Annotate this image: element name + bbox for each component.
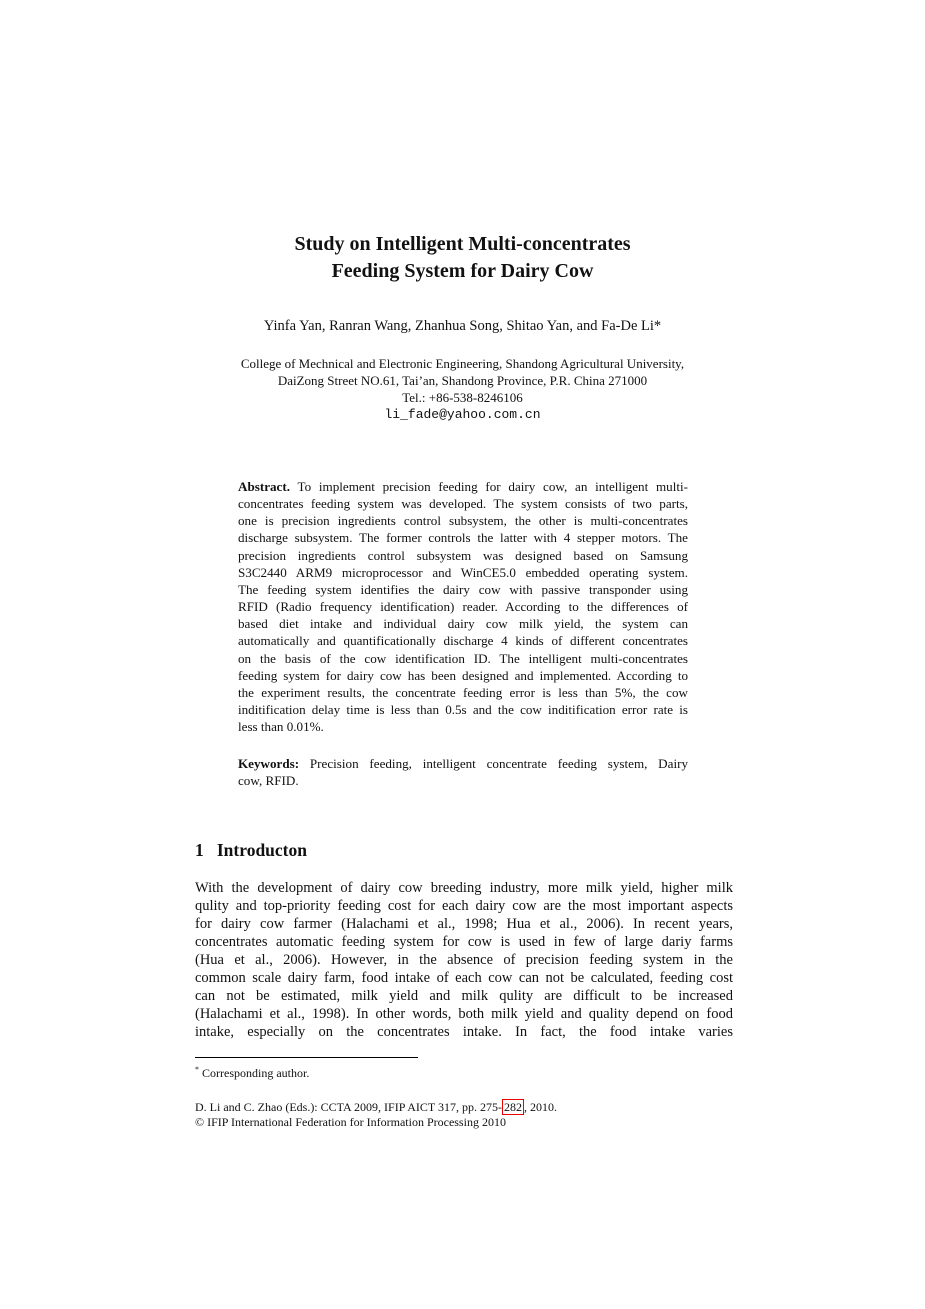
intro-line: for dairy cow farmer (Halachami et al., 1998; Hua et al., 2006). In recent years, bbox=[195, 916, 733, 932]
intro-line: intake, especially on the concentrates intake. In fact, the food intake varies bbox=[195, 1024, 733, 1040]
abstract-line: less than 0.01%. bbox=[238, 719, 324, 735]
intro-line: With the development of dairy cow breeding industry, more milk yield, higher milk bbox=[195, 880, 733, 896]
abstract-line: one is precision ingredients control subsystem, the other is multi-concentrates bbox=[238, 513, 688, 529]
intro-line: (Halachami et al., 1998). In other words, both milk yield and quality depend on food bbox=[195, 1006, 733, 1022]
keywords-text: Precision feeding, intelligent concentrate feeding system, Dairy bbox=[299, 756, 688, 771]
copyright: © IFIP International Federation for Information Processing 2010 bbox=[195, 1115, 506, 1129]
abstract-line: based diet intake and individual dairy cow milk yield, the system can bbox=[238, 616, 688, 632]
abstract-line: precision ingredients control subsystem was designed based on Samsung bbox=[238, 547, 688, 563]
abstract-text: To implement precision feeding for dairy cow, an intelligent multi- bbox=[290, 479, 688, 494]
footnote-rule bbox=[195, 1057, 418, 1058]
abstract-line: automatically and quantificationally discharge 4 kinds of different concentrates bbox=[238, 633, 688, 649]
citation bbox=[195, 1100, 557, 1130]
intro-line: qulity and top-priority feeding cost for each dairy cow are the most important aspects bbox=[195, 898, 733, 914]
footnote-mark: * bbox=[195, 1065, 199, 1074]
section-title: Introducton bbox=[216, 840, 307, 860]
paper-title bbox=[0, 231, 925, 285]
keywords-line bbox=[238, 755, 688, 772]
title-line: Feeding System for Dairy Cow bbox=[331, 260, 594, 282]
abstract-line: S3C2440 ARM9 microprocessor and WinCE5.0 embedded operating system. bbox=[238, 564, 688, 580]
email-link[interactable]: li_fade@yahoo.com.cn bbox=[384, 407, 541, 422]
abstract bbox=[238, 478, 688, 735]
abstract-line: RFID (Radio frequency identification) reader. According to the differences of bbox=[238, 599, 688, 615]
intro-line: common scale dairy farm, food intake of each cow can not be calculated, feeding cost bbox=[195, 970, 733, 986]
abstract-line: inditification delay time is less than 0.5s and the cow inditification error rate is bbox=[238, 702, 688, 718]
affiliation-line: Tel.: +86-538-8246106 bbox=[402, 390, 523, 405]
abstract-line: the experiment results, the concentrate feeding error is less than 5%, the cow bbox=[238, 684, 688, 700]
affiliation-line: DaiZong Street NO.61, Tai’an, Shandong Province, P.R. China 271000 bbox=[277, 373, 648, 388]
abstract-line: The feeding system identifies the dairy cow with passive transponder using bbox=[238, 581, 688, 597]
citation-line bbox=[195, 1100, 557, 1115]
footnote-text: Corresponding author. bbox=[199, 1066, 310, 1080]
citation-suffix: , 2010. bbox=[524, 1100, 558, 1114]
authors: Yinfa Yan, Ranran Wang, Zhanhua Song, Shitao Yan, and Fa-De Li* bbox=[263, 318, 662, 334]
affiliation bbox=[0, 355, 925, 423]
abstract-line: feeding system for dairy cow has been designed and implemented. According to bbox=[238, 667, 688, 683]
page-link[interactable]: 282 bbox=[504, 1100, 523, 1114]
abstract-label: Abstract. bbox=[238, 479, 290, 494]
intro-line: (Hua et al., 2006). However, in the absence of precision feeding system in the bbox=[195, 952, 733, 968]
citation-prefix: D. Li and C. Zhao (Eds.): CCTA 2009, IFIP AICT 317, pp. 275- bbox=[195, 1100, 503, 1114]
abstract-line: discharge subsystem. The former controls the latter with 4 stepper motors. The bbox=[238, 530, 688, 546]
section-number: 1 bbox=[195, 840, 204, 860]
keywords bbox=[238, 755, 688, 789]
intro-line: can not be estimated, milk yield and milk qulity are difficult to be increased bbox=[195, 988, 733, 1004]
abstract-line: concentrates feeding system was developed. The system consists of two parts, bbox=[238, 496, 688, 512]
intro-paragraph bbox=[195, 879, 733, 1041]
keywords-line: cow, RFID. bbox=[238, 773, 299, 789]
keywords-label: Keywords: bbox=[238, 756, 300, 771]
footnote bbox=[195, 1065, 309, 1081]
abstract-line: on the basis of the cow identification ID. The intelligent multi-concentrates bbox=[238, 650, 688, 666]
section-heading bbox=[195, 840, 307, 861]
affiliation-line: College of Mechnical and Electronic Engineering, Shandong Agricultural University, bbox=[240, 356, 685, 371]
title-line: Study on Intelligent Multi-concentrates bbox=[294, 233, 631, 255]
abstract-line bbox=[238, 478, 688, 495]
intro-line: concentrates automatic feeding system for cow is used in few of large dariy farms bbox=[195, 934, 733, 950]
